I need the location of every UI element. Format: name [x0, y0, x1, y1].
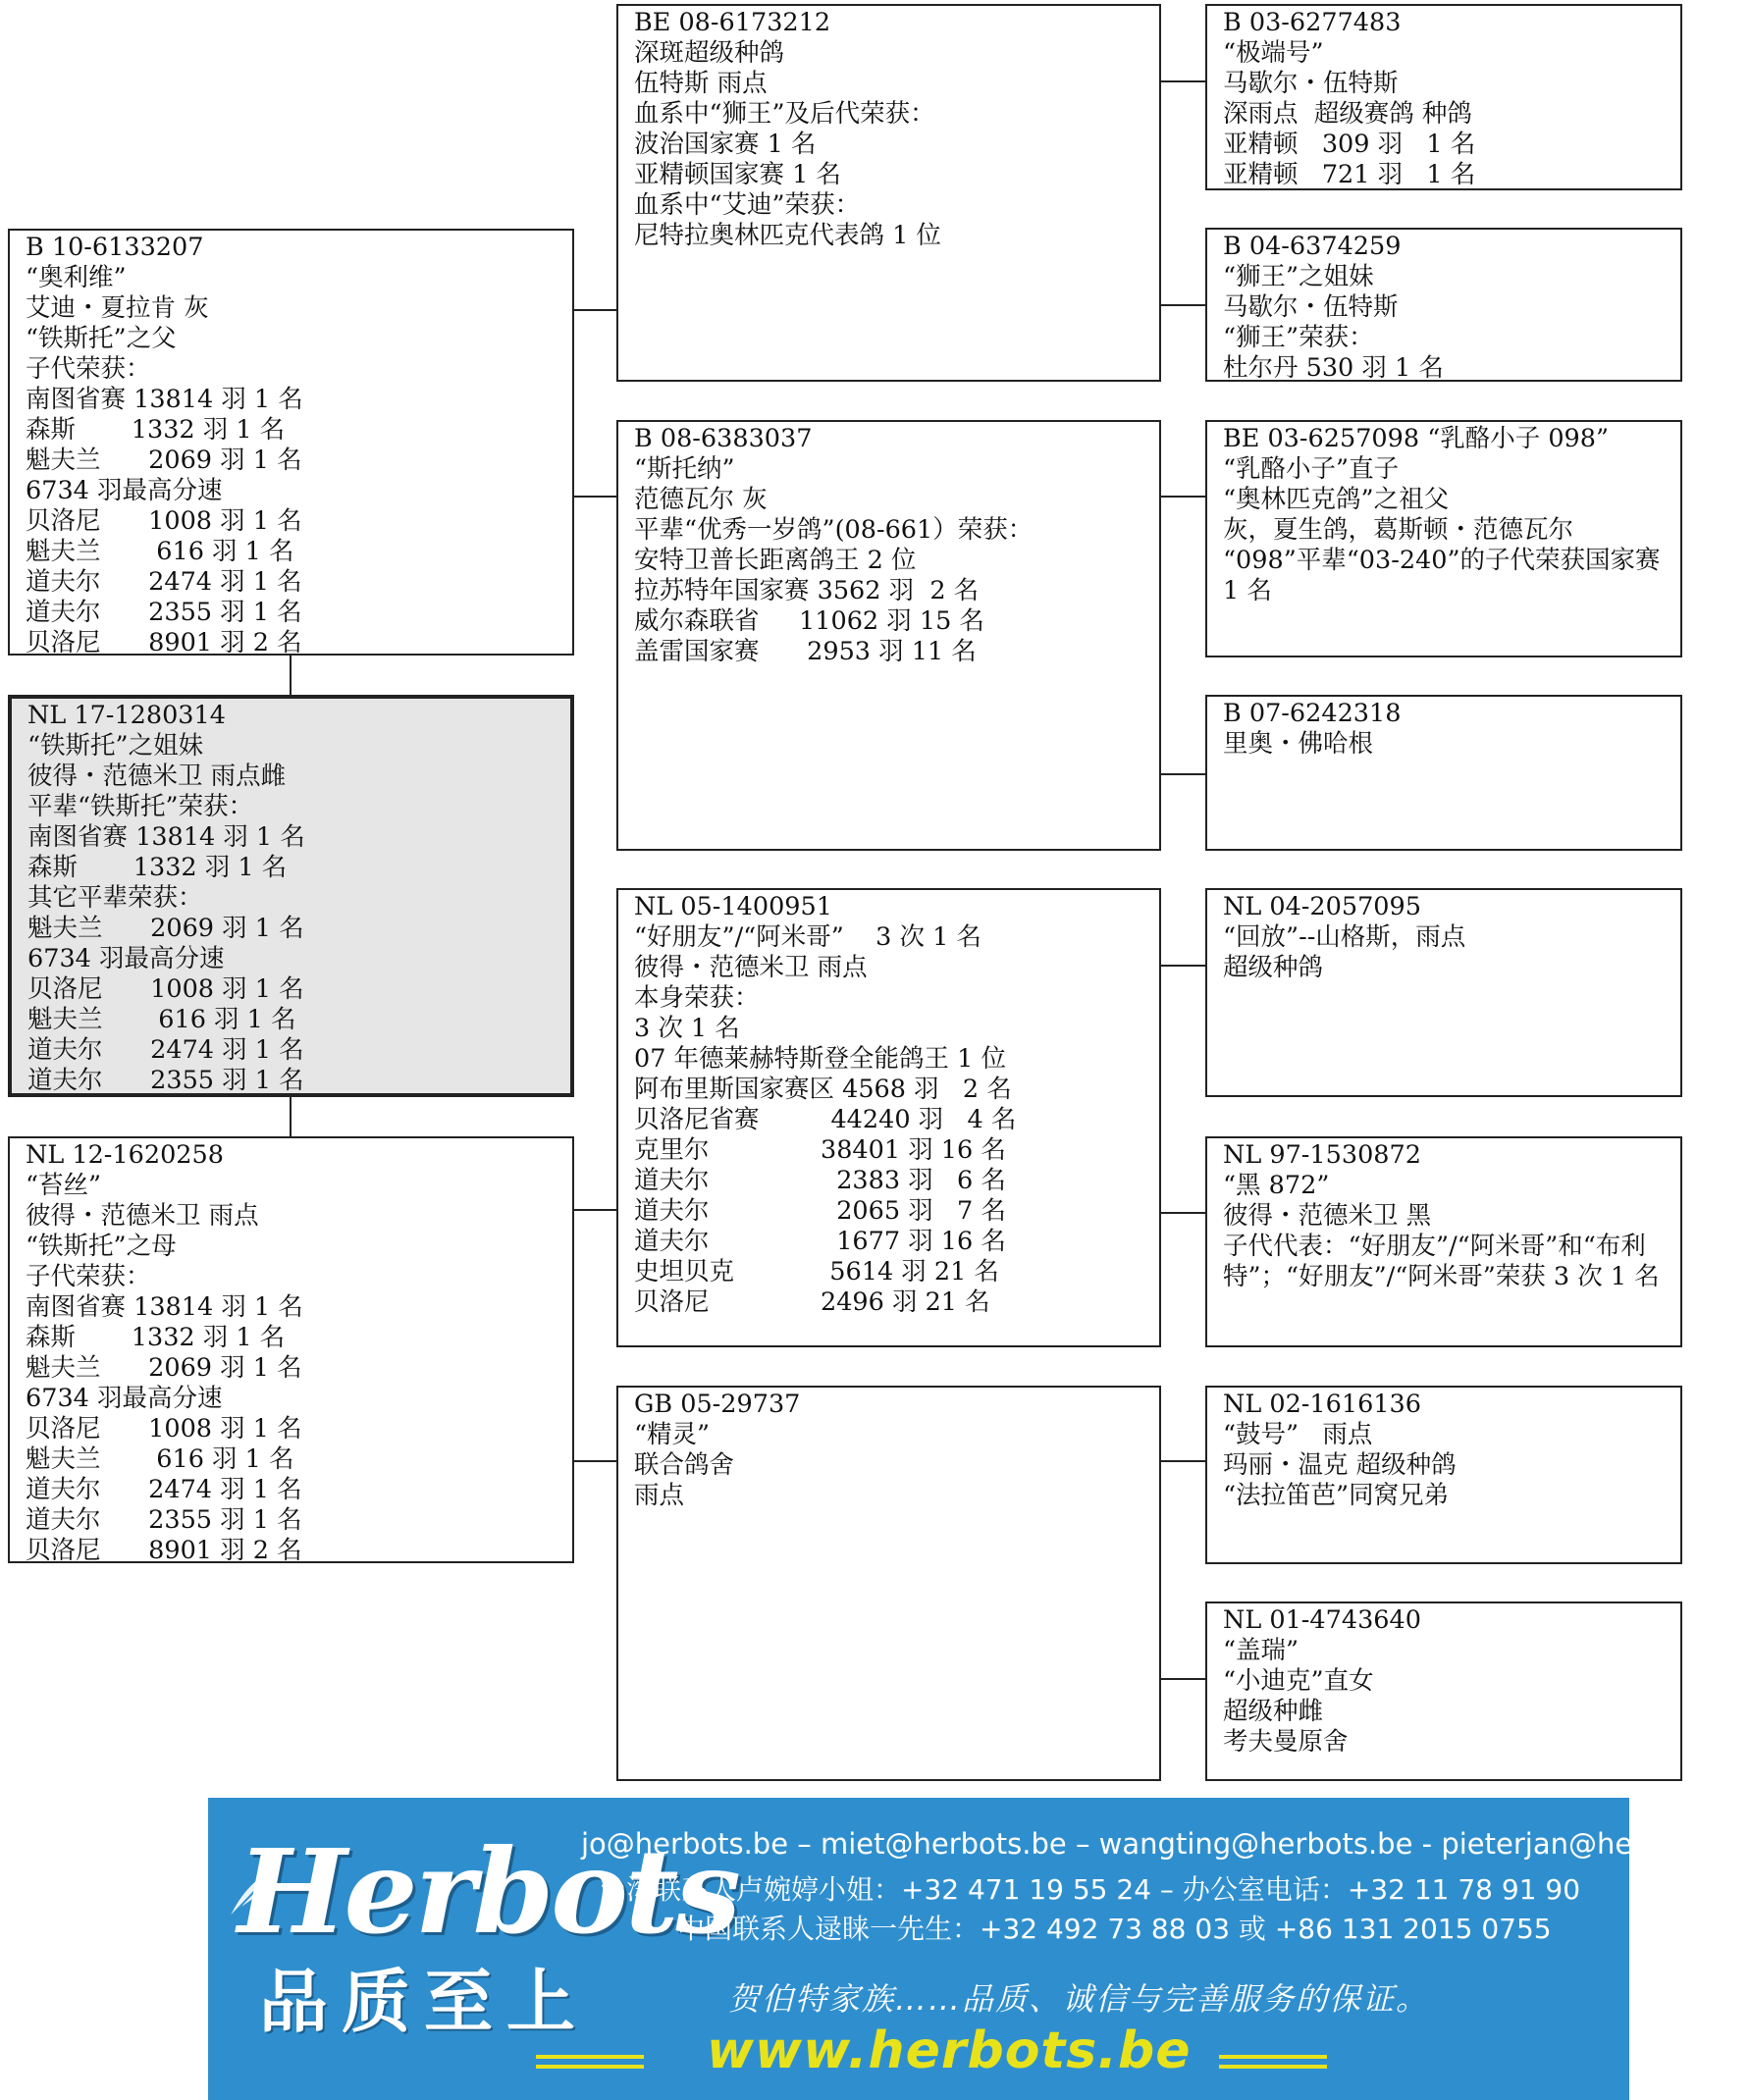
pedigree-line: “铁斯托”之父 — [26, 324, 177, 353]
pedigree-box-dam-sire — [616, 888, 1161, 1347]
pedigree-line: 亚精顿 309 羽 1 名 — [1223, 130, 1476, 159]
pedigree-line: 彼得・范德米卫 雨点雌 — [27, 761, 287, 791]
pedigree-line: “乳酪小子”直子 — [1223, 454, 1400, 484]
website-link[interactable]: www.herbots.be — [707, 2021, 1192, 2080]
pedigree-line: 超级种鸽 — [1223, 953, 1324, 982]
pedigree-line: 贝洛尼 1008 羽 1 名 — [26, 506, 302, 536]
pedigree-line: NL 02-1616136 — [1223, 1390, 1421, 1419]
pedigree-line: 玛丽・温克 超级种鸽 — [1223, 1450, 1457, 1480]
pedigree-line: 盖雷国家赛 2953 羽 11 名 — [634, 637, 977, 666]
pedigree-line: 魁夫兰 2069 羽 1 名 — [27, 914, 304, 943]
pedigree-line: “铁斯托”之姐妹 — [27, 731, 204, 761]
pedigree-line: 超级种雌 — [1223, 1697, 1324, 1726]
pedigree-line: BE 03-6257098 “乳酪小子 098” — [1223, 424, 1610, 453]
pedigree-line: B 08-6383037 — [634, 424, 813, 453]
pedigree-line: 范德瓦尔 灰 — [634, 485, 768, 514]
connector-sire-sd — [573, 496, 616, 498]
pedigree-line: 子代荣获： — [26, 1262, 151, 1291]
pedigree-line: 马歇尔・伍特斯 — [1223, 292, 1399, 322]
connector-dam-dd — [573, 1460, 616, 1462]
pedigree-line: 道夫尔 2355 羽 1 名 — [27, 1066, 304, 1095]
pedigree-line: 波治国家赛 1 名 — [634, 130, 817, 159]
pedigree-line: 平辈“铁斯托”荣获： — [27, 792, 254, 821]
pedigree-line: 道夫尔 2355 羽 1 名 — [26, 598, 302, 627]
pedigree-line: 联合鸽舍 — [634, 1450, 735, 1480]
pedigree-line: 伍特斯 雨点 — [634, 69, 768, 98]
pedigree-line: “黑 872” — [1223, 1171, 1330, 1200]
pedigree-line: 6734 羽最高分速 — [26, 1384, 223, 1413]
pedigree-line: 其它平辈荣获： — [27, 883, 203, 913]
pedigree-line: 贝洛尼省赛 44240 羽 4 名 — [634, 1105, 1017, 1134]
pedigree-line: 3 次 1 名 — [634, 1014, 740, 1043]
pedigree-line: 贝洛尼 2496 羽 21 名 — [634, 1287, 990, 1317]
pedigree-line: B 10-6133207 — [26, 233, 204, 262]
pedigree-line: “狮王”荣获： — [1223, 323, 1374, 352]
pedigree-line: 彼得・范德米卫 雨点 — [634, 953, 868, 982]
pedigree-line: 魁夫兰 2069 羽 1 名 — [26, 446, 302, 475]
pedigree-box-sire-sire — [616, 4, 1161, 382]
pedigree-line: 森斯 1332 羽 1 名 — [26, 1323, 286, 1352]
pedigree-line: BE 08-6173212 — [634, 8, 831, 37]
pedigree-line: “狮王”之姐妹 — [1223, 262, 1374, 291]
pedigree-line: “法拉笛芭”同窝兄弟 — [1223, 1481, 1450, 1510]
pedigree-line: “鼓号” 雨点 — [1223, 1420, 1373, 1449]
connector-dd-dds — [1160, 1460, 1205, 1462]
connector-sire-subject — [290, 656, 292, 695]
pedigree-box-sire-dam — [616, 420, 1161, 851]
pedigree-box-dss — [1205, 888, 1682, 1097]
pedigree-line: “098”平辈“03-240”的子代荣获国家赛 1 名 — [1223, 546, 1669, 605]
china-contact-line: 中国联系人逯睐一先生：+32 492 73 88 03 或 +86 131 2015 0755 — [677, 1913, 1552, 1945]
connector-ds-dss — [1160, 965, 1205, 967]
pedigree-line: 道夫尔 2355 羽 1 名 — [26, 1505, 302, 1535]
pedigree-line: “奥林匹克鸽”之祖父 — [1223, 485, 1450, 514]
pedigree-line: 彼得・范德米卫 黑 — [1223, 1201, 1432, 1231]
website-left-rule — [536, 2055, 644, 2059]
pedigree-line: 拉苏特年国家赛 3562 羽 2 名 — [634, 576, 980, 605]
connector-dd-ddd — [1160, 1678, 1205, 1680]
tagline: 贺伯特家族……品质、诚信与完善服务的保证。 — [728, 1980, 1430, 2018]
pedigree-line: 灰，夏生鸽，葛斯顿・范德瓦尔 — [1223, 515, 1574, 545]
pedigree-line: 亚精顿 721 羽 1 名 — [1223, 160, 1476, 189]
pedigree-line: “奥利维” — [26, 263, 127, 292]
pedigree-line: 深雨点 超级赛鸽 种鸽 — [1223, 99, 1472, 129]
herbots-logo: Herbots — [238, 1823, 738, 1960]
pedigree-line: 魁夫兰 616 羽 1 名 — [26, 537, 294, 566]
pedigree-line: 阿布里斯国家赛区 4568 羽 2 名 — [634, 1075, 1012, 1104]
pedigree-line: 平辈“优秀一岁鸽”(08-661）荣获： — [634, 515, 1034, 545]
pedigree-box-sdd — [1205, 695, 1682, 851]
connector-dam-ds — [573, 1209, 616, 1211]
pedigree-line: 森斯 1332 羽 1 名 — [27, 853, 288, 882]
pedigree-line: 魁夫兰 616 羽 1 名 — [27, 1005, 296, 1034]
pedigree-line: B 03-6277483 — [1223, 8, 1402, 37]
pedigree-box-ssd — [1205, 228, 1682, 382]
pedigree-line: 克里尔 38401 羽 16 名 — [634, 1135, 1006, 1165]
pedigree-line: 道夫尔 2383 羽 6 名 — [634, 1166, 1006, 1195]
pedigree-line: 南图省赛 13814 羽 1 名 — [26, 385, 303, 414]
pedigree-line: NL 17-1280314 — [27, 701, 226, 730]
pedigree-box-dsd — [1205, 1136, 1682, 1347]
connector-subject-dam — [290, 1097, 292, 1136]
pedigree-line: 尼特拉奥林匹克代表鸽 1 位 — [634, 221, 941, 250]
pedigree-line: 杜尔丹 530 羽 1 名 — [1223, 353, 1444, 383]
pedigree-line: 雨点 — [634, 1481, 685, 1510]
pedigree-line: 南图省赛 13814 羽 1 名 — [26, 1292, 303, 1322]
website-right-rule — [1219, 2055, 1327, 2059]
pedigree-line: NL 01-4743640 — [1223, 1605, 1421, 1635]
website-left-rule-2 — [536, 2065, 644, 2069]
pedigree-line: 魁夫兰 2069 羽 1 名 — [26, 1353, 302, 1383]
pedigree-line: 威尔森联省 11062 羽 15 名 — [634, 606, 984, 636]
pedigree-line: “极端号” — [1223, 38, 1324, 68]
pedigree-line: 子代荣获： — [26, 354, 151, 384]
pedigree-line: NL 12-1620258 — [26, 1140, 224, 1170]
pedigree-line: 安特卫普长距离鸽王 2 位 — [634, 546, 917, 575]
pedigree-line: “好朋友”/“阿米哥” 3 次 1 名 — [634, 922, 981, 952]
connector-sire-ss — [573, 309, 616, 311]
pedigree-box-dam-dam — [616, 1386, 1161, 1781]
slogan: 品质至上 — [259, 1962, 589, 2042]
pedigree-line: 深斑超级种鸽 — [634, 38, 785, 68]
taiwan-contact-line: 台湾联系人卢婉婷小姐：+32 471 19 55 24 – 办公室电话：+32 11 78 91 90 — [599, 1873, 1581, 1906]
pedigree-line: 贝洛尼 1008 羽 1 名 — [26, 1414, 302, 1444]
pedigree-line: 里奥・佛哈根 — [1223, 729, 1374, 759]
pedigree-line: 史坦贝克 5614 羽 21 名 — [634, 1257, 999, 1286]
pedigree-line: B 04-6374259 — [1223, 232, 1402, 261]
pedigree-line: NL 97-1530872 — [1223, 1140, 1421, 1170]
pedigree-line: B 07-6242318 — [1223, 699, 1402, 728]
pedigree-line: NL 04-2057095 — [1223, 892, 1421, 921]
pedigree-line: 道夫尔 1677 羽 16 名 — [634, 1227, 1006, 1256]
pedigree-box-sds — [1205, 420, 1682, 657]
pedigree-box-sss — [1205, 4, 1682, 190]
pedigree-line: 考夫曼原舍 — [1223, 1727, 1349, 1757]
pedigree-line: “铁斯托”之母 — [26, 1232, 177, 1261]
pedigree-line: 彼得・范德米卫 雨点 — [26, 1201, 259, 1231]
pedigree-box-ddd — [1205, 1601, 1682, 1781]
footer-banner — [208, 1798, 1750, 2100]
pedigree-line: “精灵” — [634, 1420, 711, 1449]
pedigree-line: 魁夫兰 616 羽 1 名 — [26, 1444, 294, 1474]
pedigree-line: 血系中“艾迪”荣获： — [634, 190, 861, 220]
pedigree-line: 贝洛尼 8901 羽 2 名 — [26, 628, 302, 657]
pedigree-line: 贝洛尼 8901 羽 2 名 — [26, 1536, 302, 1565]
pedigree-line: “盖瑞” — [1223, 1636, 1299, 1665]
pedigree-box-subject — [8, 695, 574, 1097]
pedigree-line: 07 年德莱赫特斯登全能鸽王 1 位 — [634, 1044, 1006, 1074]
pedigree-line: “斯托纳” — [634, 454, 735, 484]
pedigree-line: 森斯 1332 羽 1 名 — [26, 415, 286, 445]
pedigree-line: 艾迪・夏拉肯 灰 — [26, 293, 209, 323]
pedigree-line: 子代代表：“好朋友”/“阿米哥”和“布利特”；“好朋友”/“阿米哥”荣获 3 次 1 名 — [1223, 1232, 1660, 1291]
pedigree-line: 南图省赛 13814 羽 1 名 — [27, 822, 305, 852]
connector-ss-ssd — [1160, 304, 1205, 306]
pedigree-line: 亚精顿国家赛 1 名 — [634, 160, 841, 189]
connector-ss-sss — [1160, 80, 1205, 82]
pedigree-line: “苔丝” — [26, 1171, 102, 1200]
pedigree-line: 马歇尔・伍特斯 — [1223, 69, 1399, 98]
pedigree-line: “小迪克”直女 — [1223, 1666, 1374, 1696]
website-right-rule-2 — [1219, 2065, 1327, 2069]
pedigree-box-dds — [1205, 1386, 1682, 1564]
pedigree-box-sire — [8, 229, 574, 656]
pedigree-line: GB 05-29737 — [634, 1390, 801, 1419]
pedigree-line: 道夫尔 2474 羽 1 名 — [26, 567, 302, 597]
pedigree-line: 贝洛尼 1008 羽 1 名 — [27, 974, 304, 1004]
pedigree-line: 道夫尔 2474 羽 1 名 — [26, 1475, 302, 1504]
pedigree-line: 道夫尔 2474 羽 1 名 — [27, 1035, 304, 1065]
pedigree-line: 血系中“狮王”及后代荣获： — [634, 99, 935, 129]
pedigree-line: 6734 羽最高分速 — [27, 944, 225, 973]
pedigree-line: 道夫尔 2065 羽 7 名 — [634, 1196, 1006, 1226]
pedigree-line: 本身荣获： — [634, 983, 760, 1013]
connector-ds-dsd — [1160, 1212, 1205, 1214]
email-line[interactable]: jo@herbots.be – miet@herbots.be – wangting@herbots.be - pieterjan@herbots.be — [581, 1827, 1750, 1861]
pedigree-line: “回放”--山格斯，雨点 — [1223, 922, 1466, 952]
pedigree-box-dam — [8, 1136, 574, 1563]
pedigree-line: 6734 羽最高分速 — [26, 476, 223, 505]
pedigree-line: NL 05-1400951 — [634, 892, 832, 921]
connector-sd-sds — [1160, 496, 1205, 498]
connector-sd-sdd — [1160, 773, 1205, 775]
